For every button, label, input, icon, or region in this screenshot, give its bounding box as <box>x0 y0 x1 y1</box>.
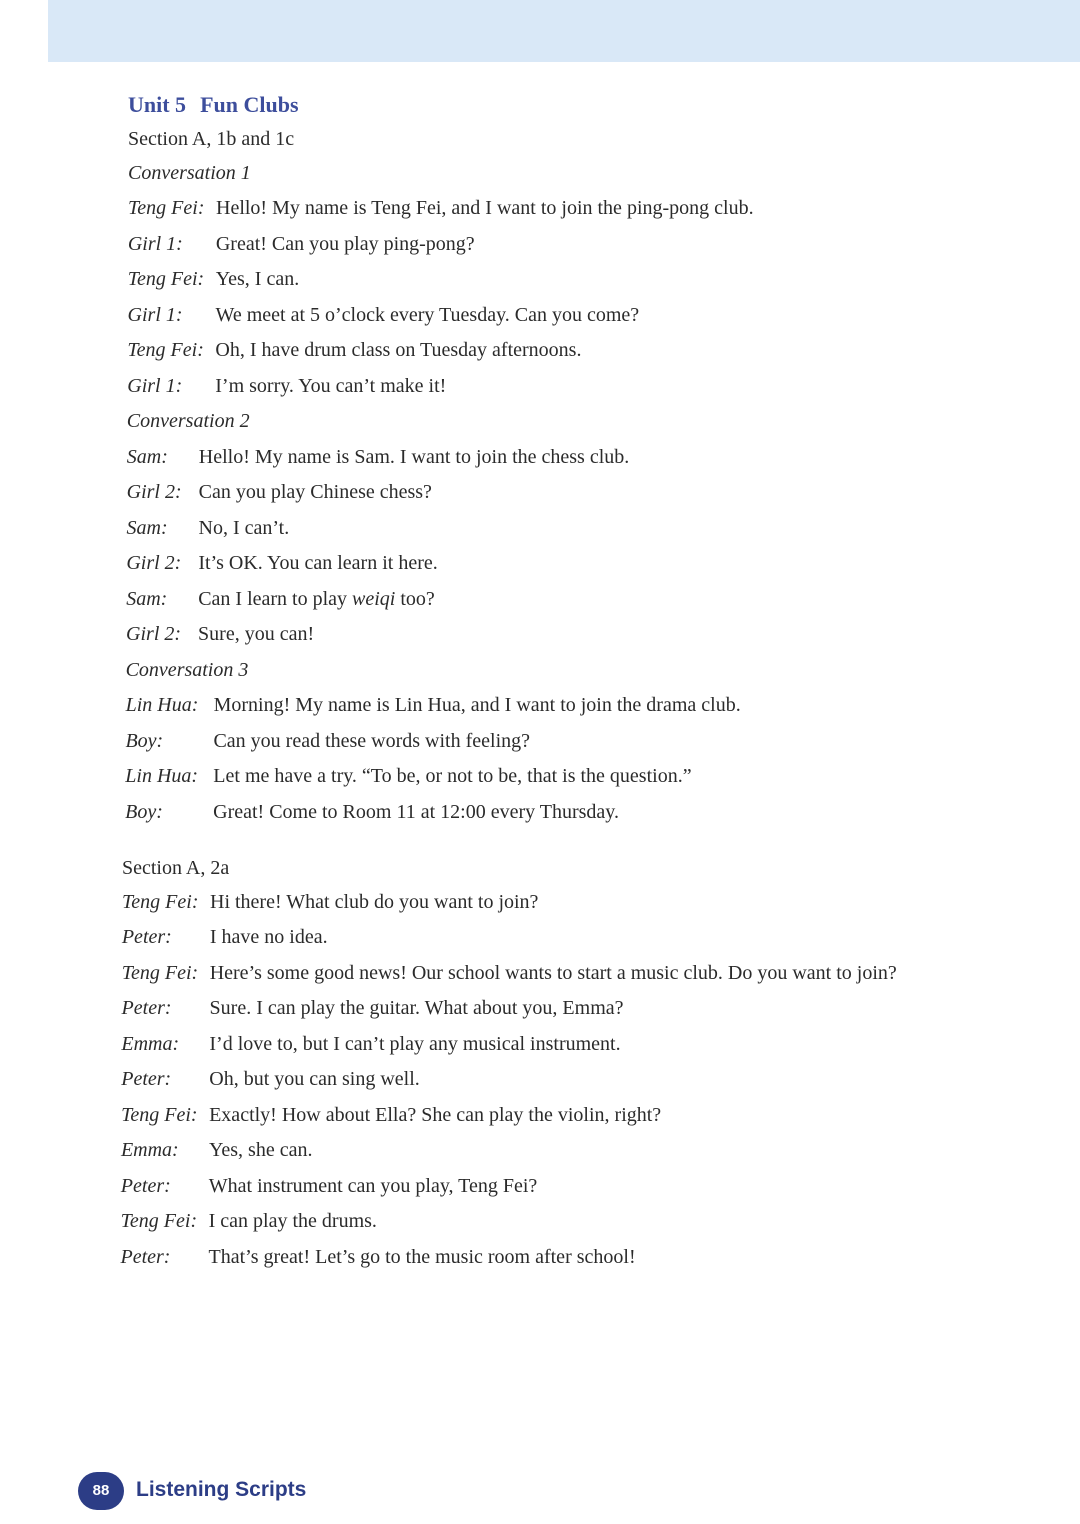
speaker-name: Girl 1: <box>127 232 183 255</box>
dialogue-text: Hello! My name is Sam. I want to join the chess club. <box>198 445 630 468</box>
dialogue-text: Sure, you can! <box>198 623 315 645</box>
dialogue-text: Hello! My name is Teng Fei, and I want to join the ping-pong club. <box>216 197 754 219</box>
dialogue-text: Yes, I can. <box>215 268 300 290</box>
conversation-heading: Conversation 3 <box>125 658 249 681</box>
speaker-name: Girl 1: <box>127 374 183 397</box>
speaker-name: Girl 2: <box>126 552 182 574</box>
dialogue-text: Hi there! What club do you want to join? <box>210 890 539 913</box>
speaker-name: Teng Fei: <box>121 961 199 984</box>
dialogue-text: Can you read these words with feeling? <box>213 729 531 752</box>
speaker-name: Girl 2: <box>126 623 182 645</box>
speaker-name: Sam: <box>126 445 168 468</box>
speaker-name: Teng Fei: <box>120 1210 198 1232</box>
dialogue-text: Oh, I have drum class on Tuesday afternoons. <box>215 339 582 361</box>
dialogue-text: I’d love to, but I can’t play any musical instrument. <box>209 1032 621 1055</box>
dialogue-text: That’s great! Let’s go to the music room after school! <box>208 1245 636 1268</box>
speaker-name: Sam: <box>126 516 168 539</box>
speaker-name: Girl 1: <box>127 303 183 326</box>
dialogue-text: I can play the drums. <box>208 1210 377 1232</box>
speaker-name: Emma: <box>121 1032 180 1055</box>
dialogue-text: I’m sorry. You can’t make it! <box>215 374 447 397</box>
speaker-name: Teng Fei: <box>122 890 199 913</box>
speaker-name: Sam: <box>126 587 168 610</box>
speaker-name: Lin Hua: <box>125 694 199 716</box>
section-heading: Section A, 1b and 1c <box>128 128 295 150</box>
dialogue-text: Can I learn to play weiqi too? <box>198 587 435 610</box>
unit-title <box>128 92 299 118</box>
dialogue-text: I have no idea. <box>209 926 328 948</box>
speaker-name: Boy: <box>125 729 164 752</box>
speaker-name: Girl 2: <box>126 481 182 503</box>
unit-name: Fun Clubs <box>200 92 299 117</box>
speaker-name: Peter: <box>120 1174 171 1197</box>
dialogue-text: Oh, but you can sing well. <box>209 1068 420 1090</box>
dialogue-text: Exactly! How about Ella? She can play the violin, right? <box>209 1103 662 1126</box>
conversation-heading: Conversation 2 <box>126 410 250 432</box>
dialogue-text: No, I can’t. <box>198 516 290 539</box>
header-band <box>48 0 1080 62</box>
dialogue-text: Here’s some good news! Our school wants to start a music club. Do you want to join? <box>209 961 897 984</box>
speaker-name: Teng Fei: <box>127 268 205 290</box>
dialogue-text: Great! Can you play ping-pong? <box>215 232 475 255</box>
speaker-name: Teng Fei: <box>121 1103 198 1126</box>
dialogue-text: Yes, she can. <box>208 1139 313 1161</box>
conversation-heading: Conversation 1 <box>128 161 251 184</box>
dialogue-text: Let me have a try. “To be, or not to be, that is the question.” <box>213 765 692 787</box>
dialogue-text: Morning! My name is Lin Hua, and I want to join the drama club. <box>213 694 741 716</box>
dialogue-text: What instrument can you play, Teng Fei? <box>208 1174 538 1197</box>
dialogue-text: It’s OK. You can learn it here. <box>198 552 438 574</box>
dialogue-text: Sure. I can play the guitar. What about you, Emma? <box>209 997 624 1019</box>
speaker-name: Peter: <box>121 926 172 948</box>
speaker-name: Peter: <box>120 1245 171 1268</box>
section-heading: Section A, 2a <box>122 857 230 879</box>
speaker-name: Peter: <box>121 997 172 1019</box>
speaker-name: Boy: <box>125 800 163 823</box>
speaker-name: Teng Fei: <box>127 339 204 361</box>
speaker-name: Teng Fei: <box>128 197 205 219</box>
dialogue-text: Great! Come to Room 11 at 12:00 every Thursday. <box>213 800 619 823</box>
footer-title: Listening Scripts <box>136 1478 307 1501</box>
unit-number: Unit 5 <box>128 92 187 117</box>
speaker-name: Emma: <box>120 1139 179 1161</box>
page-number-badge: 88 <box>78 1472 124 1510</box>
speaker-name: Lin Hua: <box>125 765 199 787</box>
dialogue-text: We meet at 5 o’clock every Tuesday. Can you come? <box>215 303 640 326</box>
speaker-name: Peter: <box>121 1068 172 1090</box>
dialogue-text: Can you play Chinese chess? <box>198 481 432 503</box>
